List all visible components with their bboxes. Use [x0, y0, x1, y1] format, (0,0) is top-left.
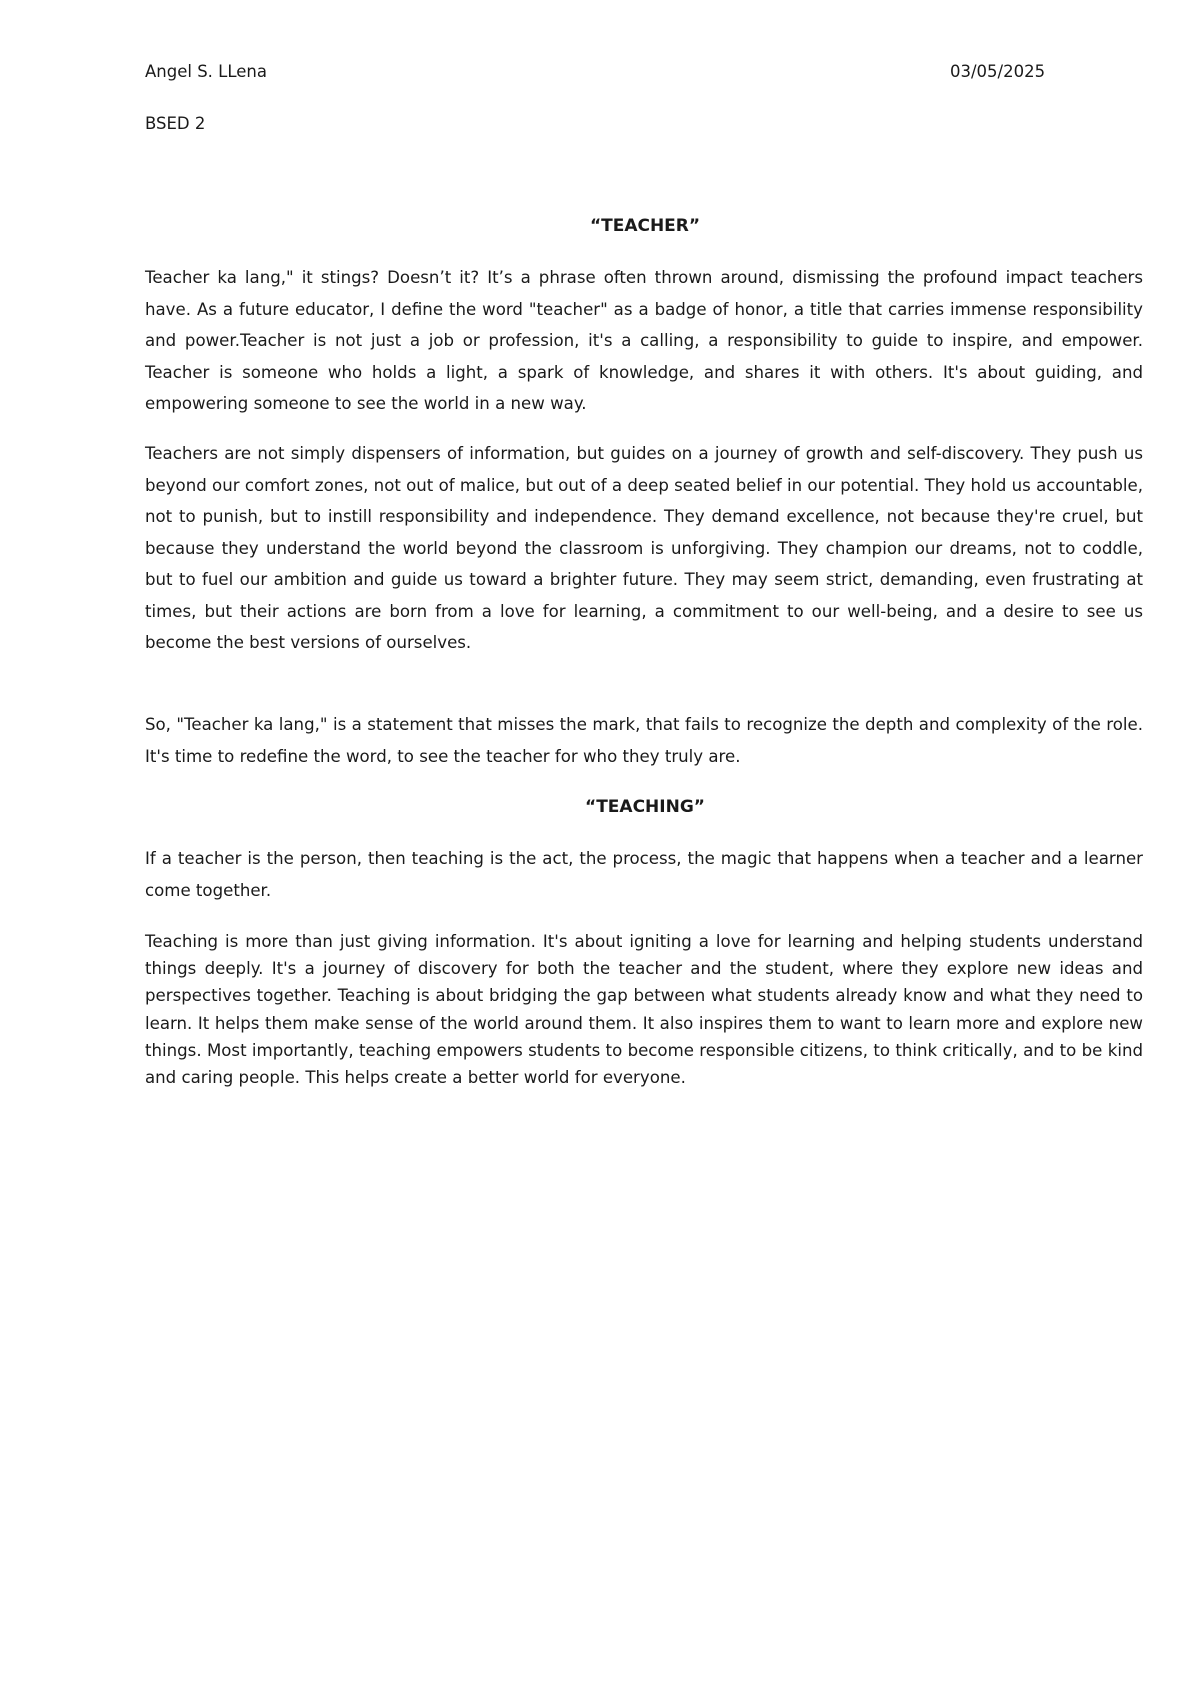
- section-title-teaching: “TEACHING”: [585, 797, 705, 817]
- paragraph: So, "Teacher ka lang," is a statement that misses the mark, that fails to recognize the depth and complexity of the role. It's time to redefine the word, to see the teacher for who they truly are.: [145, 715, 1143, 766]
- paragraph: Teachers are not simply dispensers of information, but guides on a journey of growth and self-discovery. They push us beyond our comfort zones, not out of malice, but out of a deep seated belief in our potential. They hold us accountable, not to punish, but to instill responsibility and independence. They demand excellence, not because they're cruel, but because they understand the world beyond the classroom is unforgiving. They champion our dreams, not to coddle, but to fuel our ambition and guide us toward a brighter future. They may seem strict, demanding, even frustrating at times, but their actions are born from a love for learning, a commitment to our well-being, and a desire to see us become the best versions of ourselves.: [145, 444, 1143, 652]
- section-title-teacher: “TEACHER”: [589, 216, 701, 236]
- paragraph: Teaching is more than just giving information. It's about igniting a love for learning and helping students understand things deeply. It's a journey of discovery for both the teacher and the student, where they explore new ideas and perspectives together. Teaching is about bridging the gap between what students already know and what they need to learn. It helps them make sense of the world around them. It also inspires them to want to learn more and explore new things. Most importantly, teaching empowers students to become responsible citizens, to think critically, and to be kind and caring people. This helps create a better world for everyone.: [145, 932, 1143, 1088]
- document-date: 03/05/2025: [950, 62, 1046, 81]
- author-name: Angel S. LLena: [145, 62, 267, 81]
- paragraph: If a teacher is the person, then teaching is the act, the process, the magic that happens when a teacher and a learner come together.: [145, 849, 1143, 900]
- paragraph: Teacher ka lang," it stings? Doesn’t it? It’s a phrase often thrown around, dismissing the profound impact teachers have. As a future educator, I define the word "teacher" as a badge of honor, a title that carries immense responsibility and power.Teacher is not just a job or profession, it's a calling, a responsibility to guide to inspire, and empower. Teacher is someone who holds a light, a spark of knowledge, and shares it with others. It's about guiding, and empowering someone to see the world in a new way.: [145, 268, 1143, 413]
- course-label: BSED 2: [145, 114, 206, 133]
